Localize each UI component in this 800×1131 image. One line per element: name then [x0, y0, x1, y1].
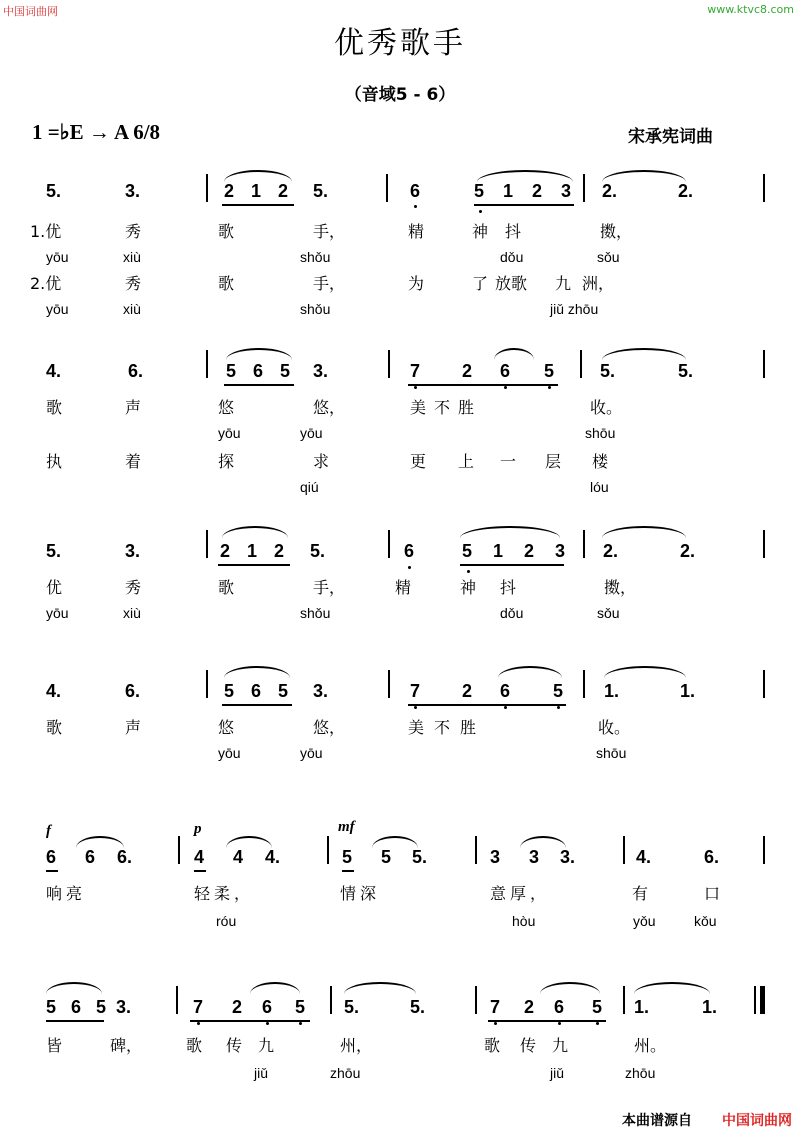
lyric: 手， [313, 222, 346, 241]
beam-line [488, 1020, 606, 1022]
low-octave-dot [504, 386, 507, 389]
lyric: 九 [258, 1036, 275, 1055]
note: 5 [553, 681, 564, 701]
note: 6 [554, 997, 565, 1017]
lyric: 了 [472, 274, 489, 293]
note: 2 1 2 [220, 541, 291, 561]
barline [583, 174, 585, 202]
footer-site-link[interactable]: 中国词曲网 [722, 1113, 792, 1129]
lyric: 1.优 [30, 222, 62, 241]
beam-line [224, 384, 294, 386]
note: 7 [410, 361, 421, 381]
pinyin: jiǔ zhōu [550, 301, 599, 317]
pinyin: yōu [46, 605, 69, 621]
note: 5 6 5 [224, 681, 295, 701]
low-octave-dot [299, 1022, 302, 1025]
note: 2. [680, 541, 696, 561]
lyric: 美 [410, 398, 427, 417]
note: 6 [410, 181, 421, 201]
lyric: 歌 [218, 222, 235, 241]
lyric: 神 [472, 222, 489, 241]
beam-line [46, 870, 58, 872]
barline [763, 530, 765, 558]
note: 2 [462, 361, 473, 381]
note: 2 [232, 997, 243, 1017]
lyric: 秀 [125, 274, 142, 293]
note: 1. [634, 997, 650, 1017]
note: 7 [193, 997, 204, 1017]
note: 5 [544, 361, 555, 381]
barline [206, 670, 208, 698]
barline [178, 836, 180, 864]
barline [475, 986, 477, 1014]
barline [580, 350, 582, 378]
lyric: 放歌 [495, 274, 528, 293]
note: 2. [602, 181, 618, 201]
lyric: 州， [340, 1036, 373, 1055]
lyric: 响亮 [46, 884, 87, 903]
barline [623, 986, 625, 1014]
note: 5 5 [342, 847, 404, 867]
note: 6. [125, 681, 141, 701]
lyric: 层 [545, 452, 562, 471]
pinyin: shōu [596, 745, 627, 761]
slur [250, 982, 300, 994]
pinyin: hòu [512, 913, 536, 929]
lyric: 歌 [218, 274, 235, 293]
pinyin: xiù [123, 249, 141, 265]
lyric: 轻柔， [194, 884, 255, 903]
pinyin: kǒu [694, 913, 717, 929]
pinyin: sǒu [597, 249, 620, 265]
low-octave-dot [408, 566, 411, 569]
barline [763, 350, 765, 378]
note: 2 [462, 681, 473, 701]
pinyin: zhōu [625, 1065, 656, 1081]
lyric: 声 [125, 718, 142, 737]
pinyin: shǒu [300, 605, 331, 621]
barline [327, 836, 329, 864]
slur [224, 666, 290, 678]
note: 5. [600, 361, 616, 381]
barline [176, 986, 178, 1014]
pinyin: yōu [300, 745, 323, 761]
note: 1. [604, 681, 620, 701]
note: 6. [704, 847, 720, 867]
lyric: 神 [460, 578, 477, 597]
dynamic-marking: p [194, 821, 202, 837]
barline [388, 670, 390, 698]
lyric: 擞， [600, 222, 633, 241]
lyric: 州。 [634, 1036, 667, 1055]
beam-line [218, 564, 290, 566]
lyric: 歌 [484, 1036, 501, 1055]
barline [763, 836, 765, 864]
author-credit: 宋承宪词曲 [628, 127, 713, 147]
low-octave-dot [266, 1022, 269, 1025]
note: 3. [116, 997, 132, 1017]
pinyin: jiǔ [254, 1065, 269, 1081]
beam-line [190, 1020, 310, 1022]
note: 5. [46, 541, 62, 561]
lyric: 声 [125, 398, 142, 417]
lyric: 意厚， [490, 884, 551, 903]
lyric: 胜 [460, 718, 477, 737]
score-system-4 [0, 656, 800, 806]
note: 1. [702, 997, 718, 1017]
lyric: 抖 [500, 578, 517, 597]
lyric: 悠 [218, 398, 235, 417]
pinyin: shǒu [300, 249, 331, 265]
slur [602, 526, 686, 538]
barline [623, 836, 625, 864]
final-barline-thin [754, 986, 756, 1014]
note: 5 6 5 [226, 361, 297, 381]
score-system-5 [0, 814, 800, 964]
lyric: 不 [434, 398, 451, 417]
lyric: 收。 [598, 718, 631, 737]
lyric: 精 [395, 578, 412, 597]
key-signature: 1 =♭E → A 6/8 [32, 120, 161, 144]
note: 5 6 5 [46, 997, 112, 1017]
note: 5 1 2 3 [462, 541, 574, 561]
slur [222, 526, 288, 538]
beam-line [194, 870, 206, 872]
pinyin: jiǔ [550, 1065, 565, 1081]
lyric: 歌 [218, 578, 235, 597]
barline [583, 530, 585, 558]
barline [206, 530, 208, 558]
note: 6 [262, 997, 273, 1017]
note: 4. [265, 847, 281, 867]
lyric: 一 [500, 452, 517, 471]
note: 5. [678, 361, 694, 381]
pinyin: xiù [123, 301, 141, 317]
vocal-range: （音域5 - 6） [344, 85, 456, 105]
note: 3. [560, 847, 576, 867]
lyric: 不 [434, 718, 451, 737]
note: 3 3 [490, 847, 552, 867]
lyric: 秀 [125, 222, 142, 241]
lyric: 楼 [592, 452, 609, 471]
score-system-2 [0, 336, 800, 495]
note: 7 [410, 681, 421, 701]
note: 5 [295, 997, 306, 1017]
watermark-right: www.ktvc8.com [707, 3, 794, 16]
dynamic-marking: f [46, 823, 51, 839]
note: 7 [490, 997, 501, 1017]
note: 3. [313, 361, 329, 381]
slur [226, 348, 292, 360]
barline [388, 530, 390, 558]
lyric: 擞， [604, 578, 637, 597]
slur [498, 666, 562, 678]
low-octave-dot [557, 706, 560, 709]
low-octave-dot [596, 1022, 599, 1025]
lyric: 碑， [110, 1036, 143, 1055]
lyric: 手， [313, 274, 346, 293]
lyric: 情深 [340, 884, 381, 903]
slur [540, 982, 600, 994]
pinyin: yōu [46, 249, 69, 265]
note: 2. [678, 181, 694, 201]
beam-line [342, 870, 354, 872]
note: 6. [117, 847, 133, 867]
note: 5. [412, 847, 428, 867]
barline [763, 670, 765, 698]
low-octave-dot [479, 210, 482, 213]
dynamic-marking: mf [338, 819, 355, 835]
slur [46, 982, 102, 994]
lyric: 着 [125, 452, 142, 471]
note: 4. [636, 847, 652, 867]
note: 5. [313, 181, 329, 201]
lyric: 洲， [582, 274, 615, 293]
lyric: 传 [226, 1036, 243, 1055]
barline [386, 174, 388, 202]
lyric: 上 [458, 452, 475, 471]
beam-line [474, 204, 574, 206]
note: 2. [603, 541, 619, 561]
low-octave-dot [558, 1022, 561, 1025]
slur [602, 348, 686, 360]
note: 5 [592, 997, 603, 1017]
lyric: 求 [313, 452, 330, 471]
pinyin: lóu [590, 479, 609, 495]
pinyin: yōu [46, 301, 69, 317]
score-system-3 [0, 516, 800, 666]
lyric: 悠， [313, 718, 346, 737]
low-octave-dot [494, 1022, 497, 1025]
lyric: 悠 [218, 718, 235, 737]
beam-line [222, 704, 292, 706]
note: 3. [125, 181, 141, 201]
note: 3. [125, 541, 141, 561]
low-octave-dot [467, 570, 470, 573]
lyric: 胜 [458, 398, 475, 417]
slur [460, 526, 560, 538]
pinyin: sǒu [597, 605, 620, 621]
lyric: 美 [408, 718, 425, 737]
note: 2 [524, 997, 535, 1017]
lyric: 2.优 [30, 274, 62, 293]
lyric: 为 [408, 274, 425, 293]
slur [494, 348, 534, 360]
pinyin: zhōu [330, 1065, 361, 1081]
note: 6. [128, 361, 144, 381]
score-system-1 [0, 160, 800, 317]
note: 6 6 [46, 847, 108, 867]
barline [206, 174, 208, 202]
pinyin: yōu [218, 425, 241, 441]
song-title: 优秀歌手 [334, 26, 466, 61]
note: 5 1 2 3 [474, 181, 579, 201]
lyric: 九 [555, 274, 572, 293]
lyric: 秀 [125, 578, 142, 597]
lyric: 收。 [590, 398, 623, 417]
lyric: 皆 [46, 1036, 63, 1055]
low-octave-dot [504, 706, 507, 709]
lyric: 更 [410, 452, 427, 471]
slur [634, 982, 710, 994]
lyric: 手， [313, 578, 346, 597]
note: 2 1 2 [224, 181, 295, 201]
barline [583, 670, 585, 698]
low-octave-dot [414, 386, 417, 389]
pinyin: dǒu [500, 605, 524, 621]
lyric: 优 [46, 578, 63, 597]
note: 5. [46, 181, 62, 201]
pinyin: yōu [218, 745, 241, 761]
note: 4. [46, 681, 62, 701]
pinyin: shōu [585, 425, 616, 441]
pinyin: shǒu [300, 301, 331, 317]
note: 5. [344, 997, 360, 1017]
note: 6 [404, 541, 415, 561]
pinyin: róu [216, 913, 237, 929]
note: 5. [410, 997, 426, 1017]
lyric: 探 [218, 452, 235, 471]
pinyin: dǒu [500, 249, 524, 265]
note: 6 [500, 361, 511, 381]
beam-line [408, 384, 558, 386]
low-octave-dot [414, 205, 417, 208]
final-barline-thick [760, 986, 765, 1014]
lyric: 精 [408, 222, 425, 241]
slur [344, 982, 416, 994]
lyric: 传 [520, 1036, 537, 1055]
note: 3. [313, 681, 329, 701]
watermark-left: 中国词曲网 [3, 5, 58, 18]
footer-source-label: 本曲谱源自 [622, 1113, 692, 1129]
note: 4 4 [194, 847, 256, 867]
lyric: 有 [632, 884, 649, 903]
barline [330, 986, 332, 1014]
beam-line [222, 204, 294, 206]
lyric: 执 [46, 452, 63, 471]
low-octave-dot [548, 386, 551, 389]
lyric: 歌 [46, 398, 63, 417]
note: 5. [310, 541, 326, 561]
barline [388, 350, 390, 378]
beam-line [46, 1020, 104, 1022]
slur [604, 666, 686, 678]
pinyin: yǒu [633, 913, 656, 929]
lyric: 歌 [186, 1036, 203, 1055]
lyric: 悠， [313, 398, 346, 417]
low-octave-dot [414, 706, 417, 709]
pinyin: xiù [123, 605, 141, 621]
lyric: 九 [552, 1036, 569, 1055]
barline [475, 836, 477, 864]
beam-line [460, 564, 564, 566]
pinyin: qiú [300, 479, 319, 495]
barline [763, 174, 765, 202]
low-octave-dot [197, 1022, 200, 1025]
lyric: 口 [704, 884, 721, 903]
pinyin: yōu [300, 425, 323, 441]
note: 1. [680, 681, 696, 701]
barline [206, 350, 208, 378]
lyric: 抖 [505, 222, 522, 241]
score-system-6 [0, 966, 800, 1116]
note: 6 [500, 681, 511, 701]
lyric: 歌 [46, 718, 63, 737]
beam-line [408, 704, 566, 706]
note: 4. [46, 361, 62, 381]
